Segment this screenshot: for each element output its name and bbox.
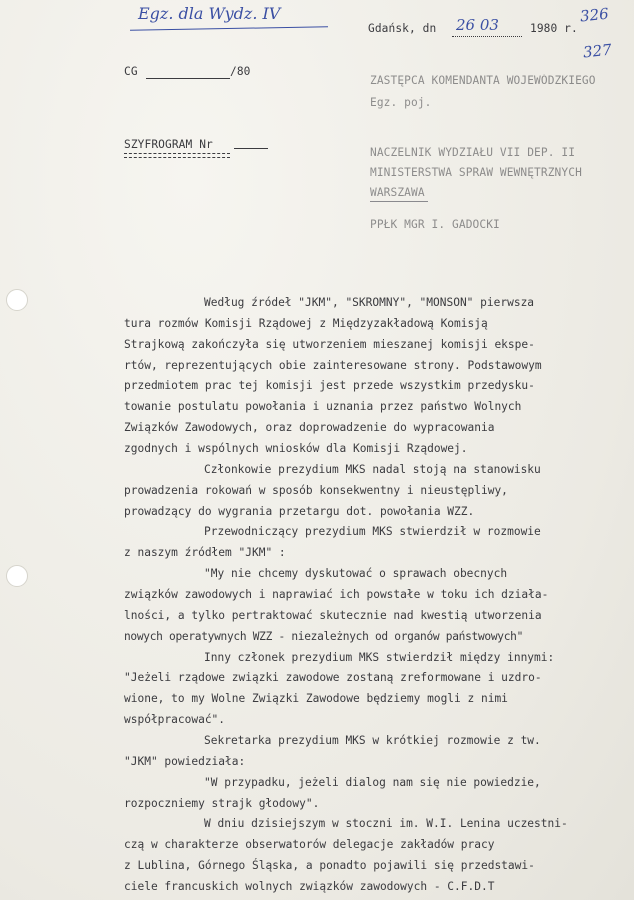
body-line: współpracować".: [124, 713, 226, 726]
body-line: "W przypadku, jeżeli dialog nam się nie powiedzie,: [204, 776, 541, 789]
place-label: Gdańsk, dn: [368, 22, 437, 35]
body-line: tura rozmów Komisji Rządowej z Międzyzakładową Komisją: [124, 317, 488, 330]
body-line: nowych operatywnych WZZ - niezależnych od organów państwowych": [124, 630, 523, 643]
cipher-underline-1: [124, 153, 230, 154]
body-line: z naszym źródłem "JKM" :: [124, 546, 286, 559]
punch-hole-top: [6, 289, 28, 311]
body-line: wione, to my Wolne Związki Zawodowe będziemy mogli z nimi: [124, 692, 508, 705]
handwritten-page-number-1: 326: [579, 4, 610, 26]
body-line: towanie postulatu powołania i uznania przez państwo Wolnych: [124, 400, 522, 413]
body-line: "JKM" powiedziała:: [124, 755, 246, 768]
body-line: prowadzący do wygrania przetargu dot. powołania WZZ.: [124, 505, 475, 518]
body-line: Inny członek prezydium MKS stwierdził między innymi:: [204, 651, 555, 664]
body-line: zgodnych i wspólnych wniosków dla Komisji Rządowej.: [124, 442, 468, 455]
body-line: Strajkową zakończyła się utworzeniem mieszanej komisji ekspe-: [124, 338, 535, 351]
punch-hole-bottom: [6, 565, 28, 587]
year-label: 1980 r.: [530, 22, 578, 35]
body-line: Sekretarka prezydium MKS w krótkiej rozmowie z tw.: [204, 734, 541, 747]
handwritten-page-number-2: 327: [582, 40, 613, 62]
cipher-number-blank: [234, 148, 268, 149]
recipient-line-4: PPŁK MGR I. GADOCKI: [370, 218, 500, 231]
body-line: z Lublina, Górnego Śląska, a ponadto pojawili się przedstawi-: [124, 859, 535, 872]
body-line: Członkowie prezydium MKS nadal stoją na stanowisku: [204, 463, 541, 476]
body-line: prowadzenia rokowań w sposób konsekwentny i nieustępliwy,: [124, 484, 508, 497]
recipient-line-2: MINISTERSTWA SPRAW WEWNĘTRZNYCH: [370, 166, 582, 179]
body-line: rtów, reprezentujących obie zainteresowane strony. Podstawowym: [124, 359, 542, 372]
handwritten-date: 26 03: [456, 16, 499, 34]
sender-line-2: Egz. poj.: [370, 96, 432, 109]
body-line: Związków Zawodowych, oraz doprowadzenie do wypracowania: [124, 421, 495, 434]
handwritten-copy-note: Egz. dla Wydz. IV: [138, 4, 281, 23]
body-line: związków zawodowych i naprawiać ich powstałe w toku ich działa-: [124, 588, 549, 601]
reference-suffix: /80: [230, 65, 251, 78]
body-line: Według źródeł "JKM", "SKROMNY", "MONSON" pierwsza: [204, 296, 535, 309]
body-line: czą w charakterze obserwatorów delegacje zakładów pracy: [124, 838, 495, 851]
body-line: Przewodniczący prezydium MKS stwierdził w rozmowie: [204, 525, 541, 538]
recipient-city-underline: [370, 201, 428, 202]
recipient-line-1: NACZELNIK WYDZIAŁU VII DEP. II: [370, 146, 576, 159]
body-line: "My nie chcemy dyskutować o sprawach obecnych: [204, 567, 508, 580]
body-line: lności, a tylko pertraktować skutecznie nad kwestią utworzenia: [124, 609, 542, 622]
recipient-line-3: WARSZAWA: [370, 186, 425, 199]
date-dotted-line: [452, 36, 522, 37]
body-line: "Jeżeli rządowe związki zawodowe zostaną zreformowane i uzdro-: [124, 671, 542, 684]
body-line: ciele francuskich wolnych związków zawodowych - C.F.D.T: [124, 880, 495, 893]
cipher-underline-2: [124, 157, 230, 158]
sender-line-1: ZASTĘPCA KOMENDANTA WOJEWÓDZKIEGO: [370, 74, 596, 87]
handwritten-underline: [130, 26, 328, 30]
reference-blank-line: [146, 78, 230, 79]
cipher-label: SZYFROGRAM Nr: [124, 138, 213, 151]
body-line: rozpoczniemy strajk głodowy".: [124, 797, 320, 810]
body-line: przedmiotem prac tej komisji jest przede wszystkim przedysku-: [124, 379, 535, 392]
body-line: W dniu dzisiejszym w stoczni im. W.I. Lenina uczestni-: [204, 817, 568, 830]
reference-prefix: CG: [124, 65, 138, 78]
